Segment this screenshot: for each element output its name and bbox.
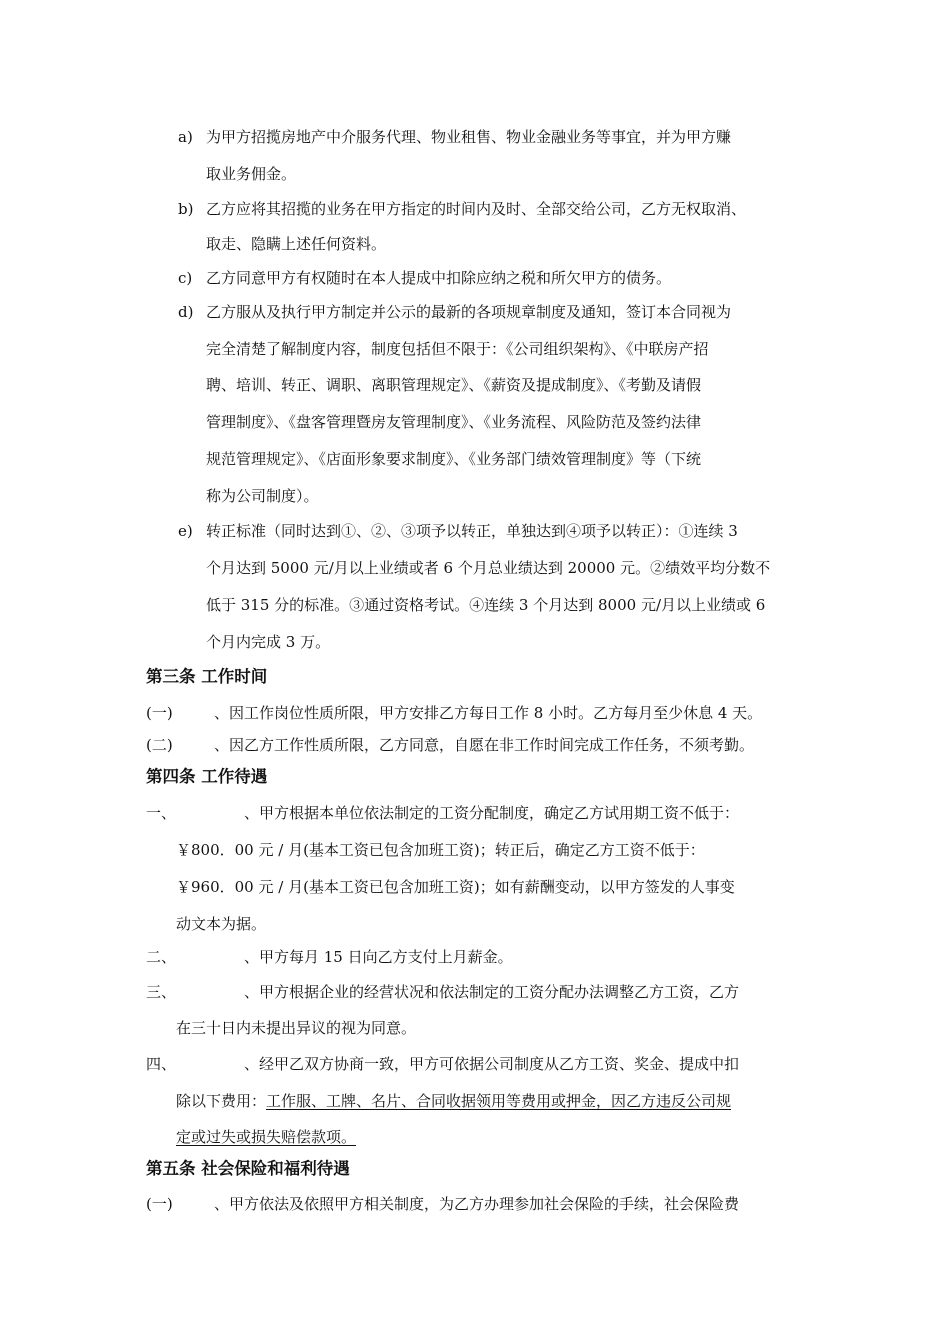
list-item-d-line-2: 完全清楚了解制度内容，制度包括但不限于：《公司组织架构》、《中联房产招 (206, 340, 709, 358)
list-item-b-line-2: 取走、隐瞒上述任何资料。 (206, 235, 387, 253)
article-3-item-2-marker: (二) (146, 736, 173, 754)
list-item-d-line-4: 管理制度》、《盘客管理暨房友管理制度》、《业务流程、风险防范及签约法律 (206, 413, 702, 431)
article-4-item-3-marker: 三、 (146, 983, 177, 1001)
article-3-heading: 第三条 工作时间 (146, 667, 268, 686)
article-4-item-4-line-3: 定或过失或损失赔偿款项。 (176, 1128, 357, 1146)
article-4-item-3-line-2: 在三十日内未提出异议的视为同意。 (176, 1019, 417, 1037)
article-4-item-4-marker: 四、 (146, 1055, 177, 1073)
article-4-item-4-line-2 (176, 1090, 731, 1112)
article-4-item-4-line-1: 、经甲乙双方协商一致，甲方可依据公司制度从乙方工资、奖金、提成中扣 (244, 1055, 740, 1073)
list-item-d-line-3: 聘、培训、转正、调职、离职管理规定》、《薪资及提成制度》、《考勤及请假 (206, 376, 702, 394)
list-item-a-line-1: 为甲方招揽房地产中介服务代理、物业租售、物业金融业务等事宜，并为甲方赚 (206, 128, 732, 146)
article-4-item-1-line-1: 、甲方根据本单位依法制定的工资分配制度，确定乙方试用期工资不低于： (244, 804, 740, 822)
article-5-heading: 第五条 社会保险和福利待遇 (146, 1159, 350, 1178)
list-marker-a: a) (178, 128, 193, 146)
article-4-item-2-text: 、甲方每月 15 日向乙方支付上月薪金。 (244, 948, 513, 966)
list-item-e-line-4: 个月内完成 3 万。 (206, 633, 331, 651)
article-4-item-4-line-2-underlined: 工作服、工牌、名片、合同收据领用等费用或押金，因乙方违反公司规 (266, 1092, 732, 1110)
list-item-b-line-1: 乙方应将其招揽的业务在甲方指定的时间内及时、全部交给公司，乙方无权取消、 (206, 200, 747, 218)
article-4-item-2-marker: 二、 (146, 948, 177, 966)
list-item-c-line-1: 乙方同意甲方有权随时在本人提成中扣除应纳之税和所欠甲方的债务。 (206, 269, 672, 287)
list-item-d-line-6: 称为公司制度）。 (206, 487, 319, 505)
article-4-item-1-marker: 一、 (146, 804, 177, 822)
list-marker-c: c) (178, 269, 193, 287)
article-5-item-1-marker: (一) (146, 1195, 173, 1213)
list-item-e-line-3: 低于 315 分的标准。③通过资格考试。④连续 3 个月达到 8000 元/月以上业绩或 6 (206, 596, 766, 614)
list-item-d-line-5: 规范管理规定》、《店面形象要求制度》、《业务部门绩效管理制度》等（下统 (206, 450, 702, 468)
list-item-e-line-2: 个月达到 5000 元/月以上业绩或者 6 个月总业绩达到 20000 元。②绩效平均分数不 (206, 559, 771, 577)
article-5-item-1-text: 、甲方依法及依照甲方相关制度，为乙方办理参加社会保险的手续，社会保险费 (214, 1195, 740, 1213)
article-4-heading: 第四条 工作待遇 (146, 767, 268, 786)
article-4-item-3-line-1: 、甲方根据企业的经营状况和依法制定的工资分配办法调整乙方工资，乙方 (244, 983, 740, 1001)
list-marker-e: e) (178, 522, 193, 540)
article-4-item-1-line-4: 动文本为据。 (176, 915, 267, 933)
article-3-item-2-text: 、因乙方工作性质所限，乙方同意，自愿在非工作时间完成工作任务，不须考勤。 (214, 736, 755, 754)
article-4-item-4-line-2-plain: 除以下费用： (176, 1092, 267, 1110)
list-item-d-line-1: 乙方服从及执行甲方制定并公示的最新的各项规章制度及通知，签订本合同视为 (206, 303, 732, 321)
list-marker-d: d) (178, 303, 194, 321)
article-3-item-1-text: 、因工作岗位性质所限，甲方安排乙方每日工作 8 小时。乙方每月至少休息 4 天。 (214, 704, 763, 722)
article-4-item-1-line-2: ￥800．00 元 / 月(基本工资已包含加班工资)；转正后，确定乙方工资不低于： (176, 841, 705, 859)
article-3-item-1-marker: (一) (146, 704, 173, 722)
list-item-e-line-1: 转正标准（同时达到①、②、③项予以转正，单独达到④项予以转正）：①连续 3 (206, 522, 738, 540)
list-marker-b: b) (178, 200, 194, 218)
list-item-a-line-2: 取业务佣金。 (206, 165, 297, 183)
article-4-item-1-line-3: ￥960．00 元 / 月(基本工资已包含加班工资)；如有薪酬变动，以甲方签发的人事变 (176, 878, 735, 896)
